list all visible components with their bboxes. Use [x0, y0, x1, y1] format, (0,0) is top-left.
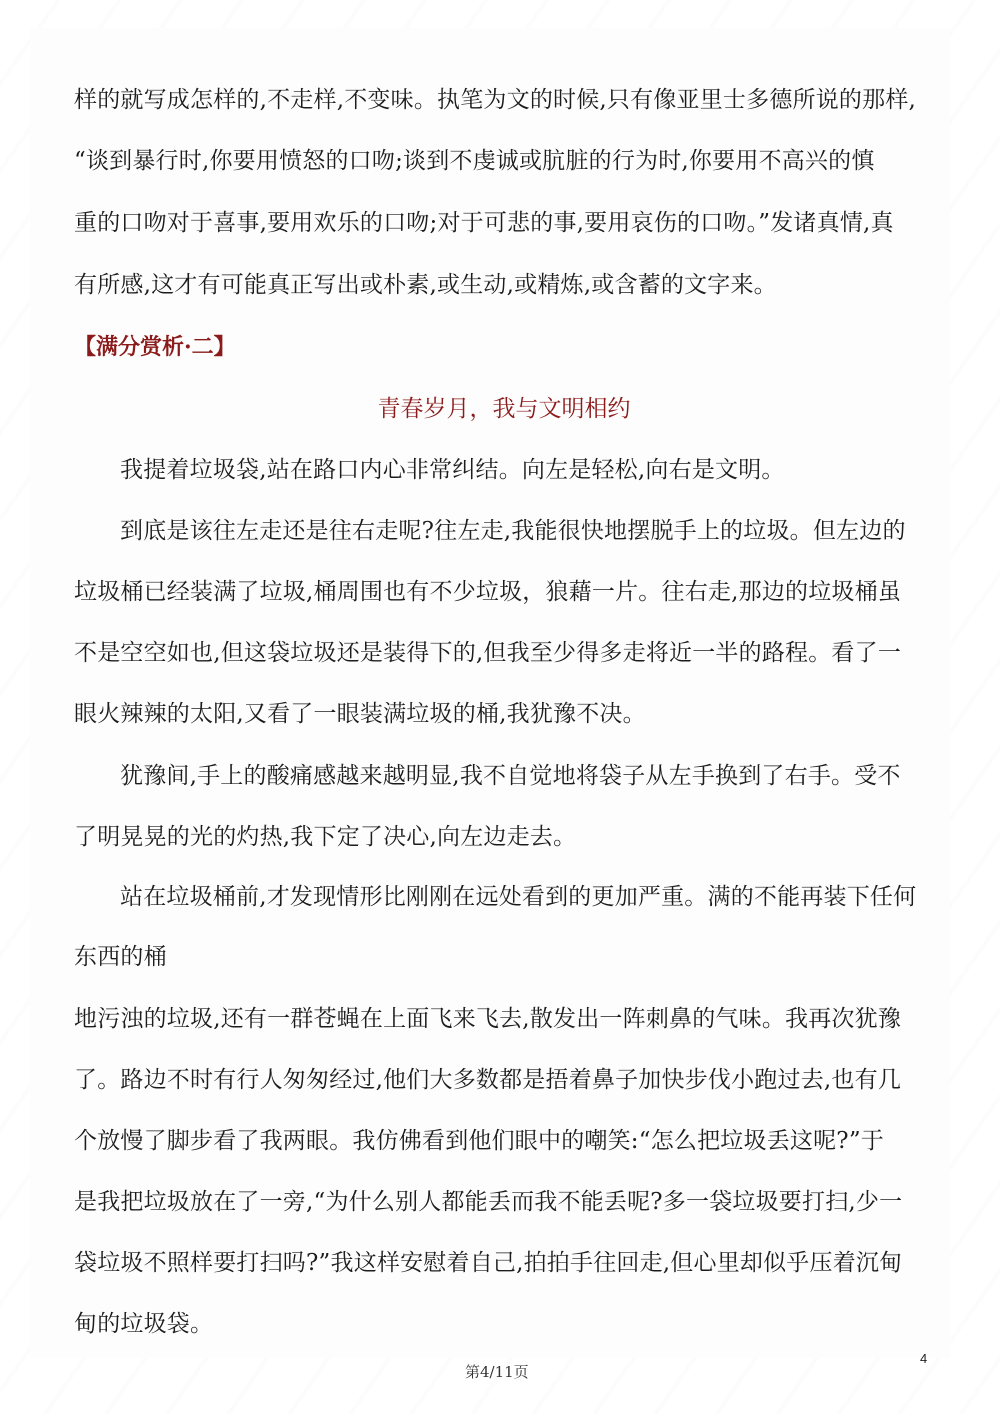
paragraph-line: 地污浊的垃圾,还有一群苍蝇在上面飞来飞去,散发出一阵刺鼻的气味。我再次犹豫: [74, 1006, 902, 1032]
paragraph-line: 了明晃晃的光的灼热,我下定了决心,向左边走去。: [74, 824, 577, 850]
paragraph-line: “谈到暴行时,你要用愤怒的口吻;谈到不虔诚或肮脏的行为时,你要用不高兴的慎: [74, 148, 875, 174]
paragraph-line: 到底是该往左走还是往右走呢?往左走,我能很快地摆脱手上的垃圾。但左边的: [120, 518, 906, 544]
paragraph-line: 甸的垃圾袋。: [74, 1311, 214, 1337]
paragraph-line: 是我把垃圾放在了一旁,“为什么别人都能丢而我不能丢呢?多一袋垃圾要打扫,少一: [74, 1189, 903, 1215]
paragraph-line: 个放慢了脚步看了我两眼。我仿佛看到他们眼中的嘲笑:“怎么把垃圾丢这呢?”于: [74, 1128, 884, 1154]
paragraph-line: 有所感,这才有可能真正写出或朴素,或生动,或精炼,或含蓄的文字来。: [74, 272, 777, 298]
paragraph-line: 袋垃圾不照样要打扫吗?”我这样安慰着自己,拍拍手往回走,但心里却似乎压着沉甸: [74, 1250, 903, 1276]
section-tag: 【满分赏析·二】: [74, 334, 236, 360]
paragraph-line: 犹豫间,手上的酸痛感越来越明显,我不自觉地将袋子从左手换到了右手。受不: [120, 763, 901, 789]
paragraph-line: 垃圾桶已经装满了垃圾,桶周围也有不少垃圾，狼藉一片。往右走,那边的垃圾桶虽: [74, 579, 902, 605]
paragraph-line: 不是空空如也,但这袋垃圾还是装得下的,但我至少得多走将近一半的路程。看了一: [74, 640, 902, 666]
paragraph-line: 样的就写成怎样的,不走样,不变味。执笔为文的时候,只有像亚里士多德所说的那样,: [74, 87, 917, 113]
page-number: 4: [920, 1351, 928, 1366]
paragraph-line: 东西的桶: [74, 944, 167, 970]
paragraph-line: 眼火辣辣的太阳,又看了一眼装满垃圾的桶,我犹豫不决。: [74, 701, 646, 727]
page-indicator: 第4/11页: [465, 1363, 529, 1381]
paragraph-line: 了。路边不时有行人匆匆经过,他们大多数都是捂着鼻子加快步伐小跑过去,也有几: [74, 1067, 902, 1093]
paragraph-line: 重的口吻对于喜事,要用欢乐的口吻;对于可悲的事,要用哀伤的口吻。”发诸真情,真: [74, 210, 894, 236]
paragraph-line: 我提着垃圾袋,站在路口内心非常纠结。向左是轻松,向右是文明。: [120, 457, 785, 483]
paragraph-line: 站在垃圾桶前,才发现情形比刚刚在远处看到的更加严重。满的不能再装下任何: [120, 884, 917, 910]
essay-title: 青春岁月，我与文明相约: [377, 396, 631, 422]
